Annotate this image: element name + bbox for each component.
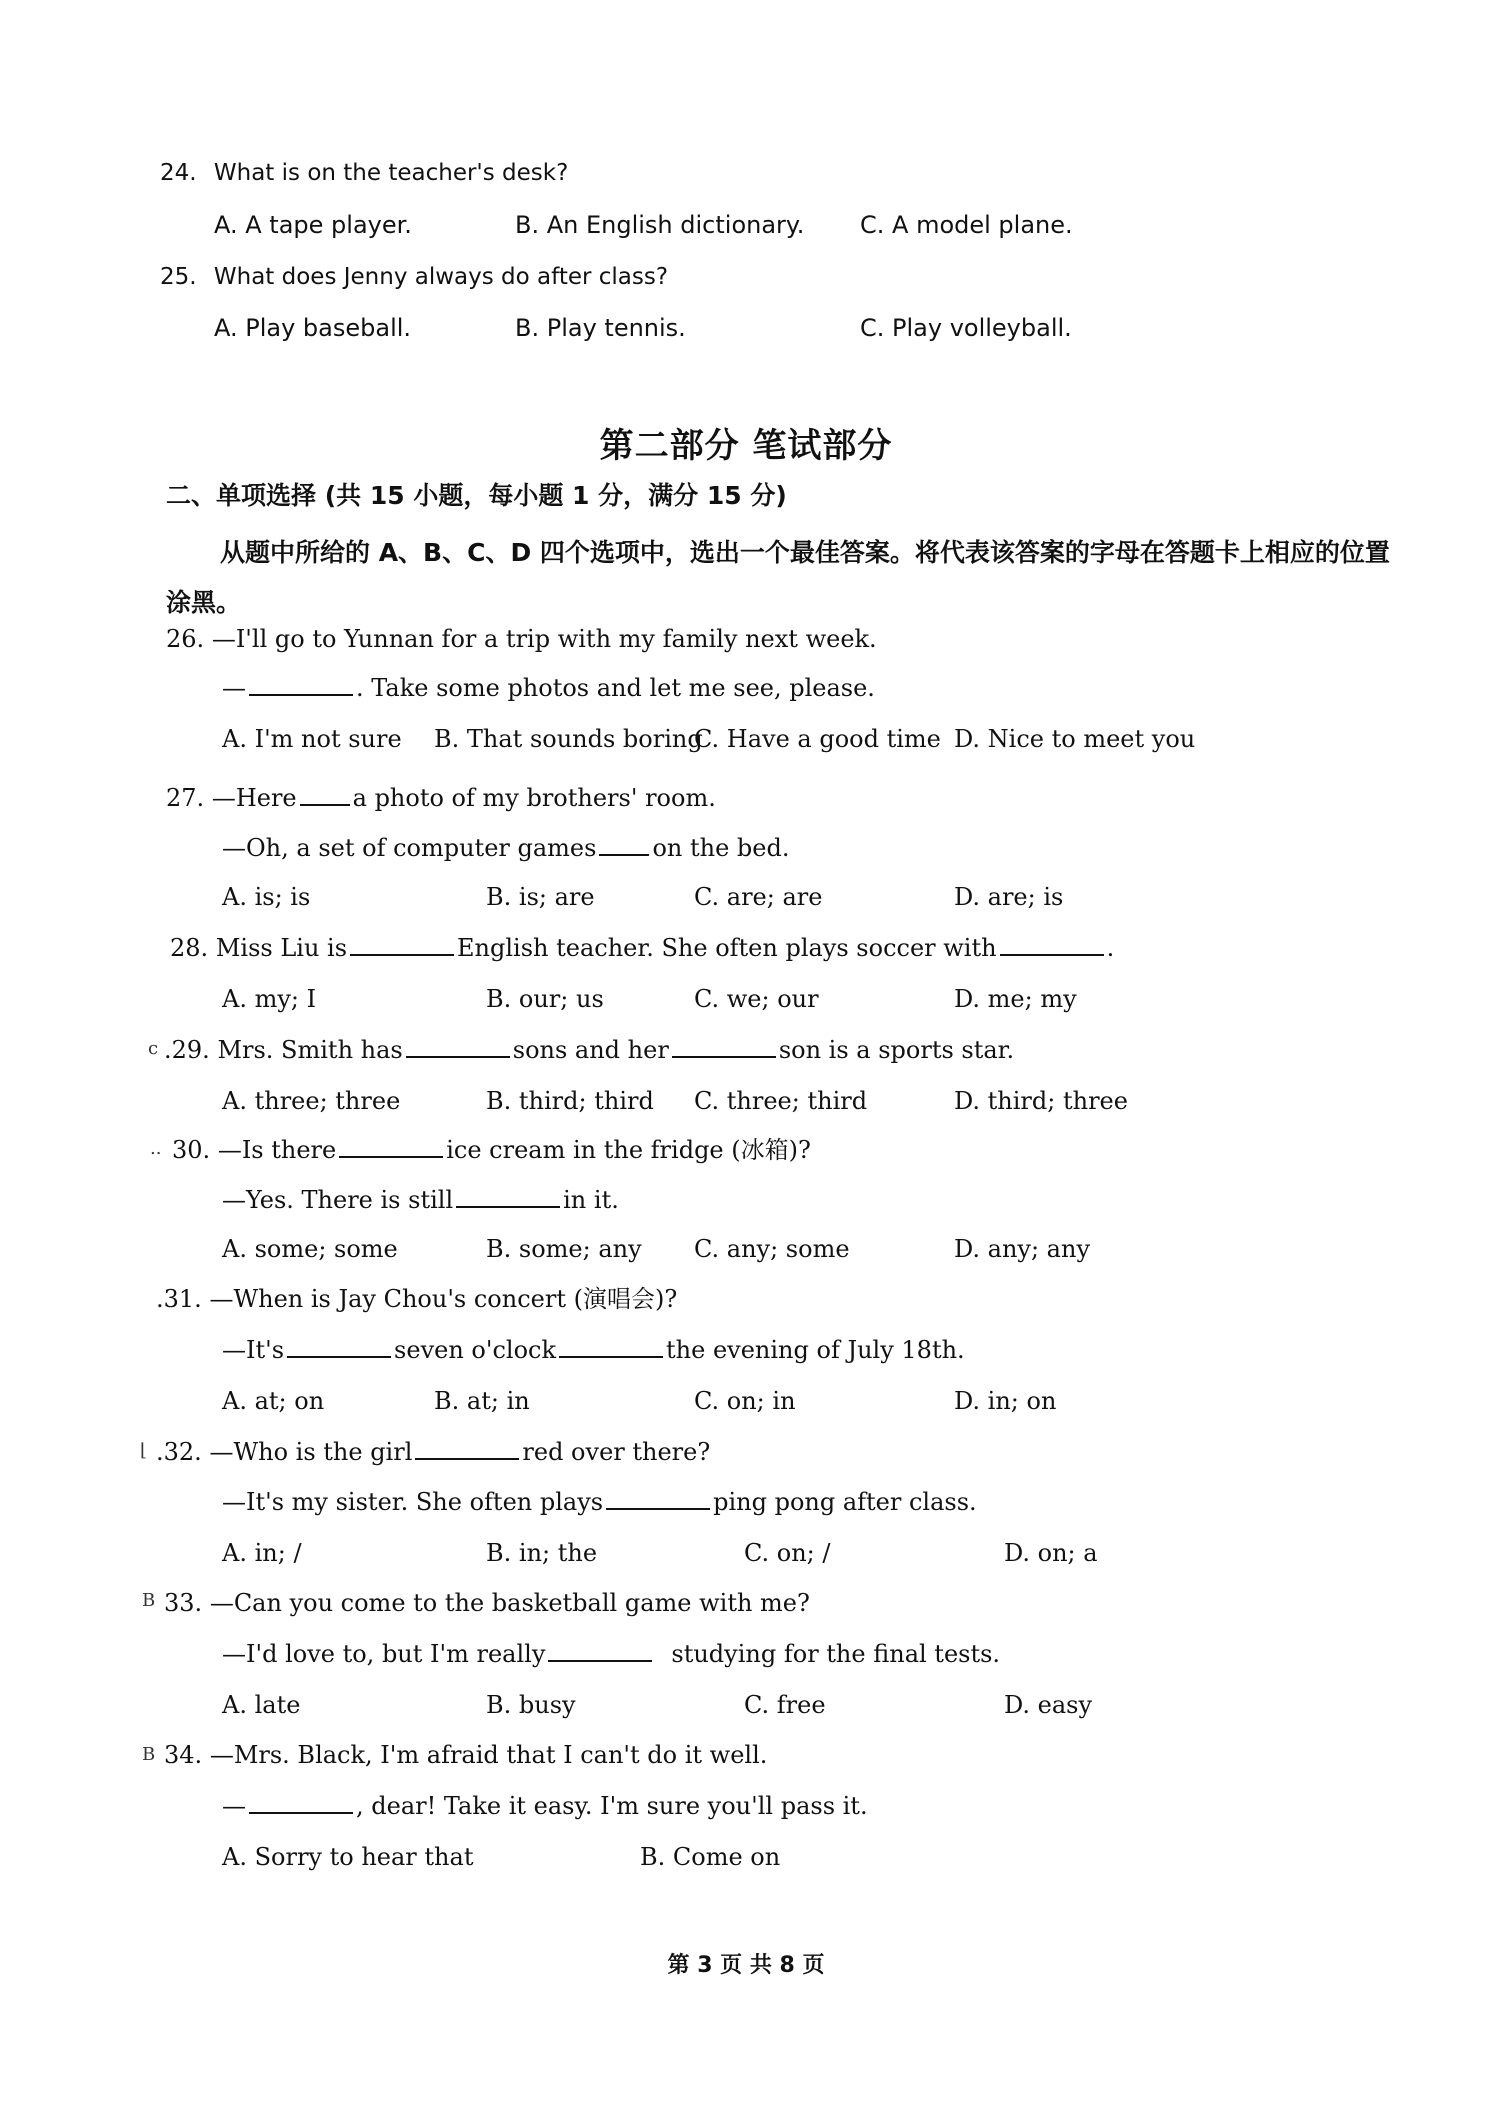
q26-option-a: A. I'm not sure	[222, 725, 402, 753]
q30-blank-2	[456, 1184, 560, 1208]
q33-margin-mark: B	[142, 1590, 156, 1611]
q32-blank-2	[606, 1486, 710, 1510]
q26-stem	[166, 624, 877, 654]
q27-option-a: A. is; is	[222, 883, 311, 911]
q33-option-c: C. free	[744, 1691, 826, 1719]
q31-option-c: C. on; in	[694, 1387, 796, 1415]
q30-margin-mark: ..	[150, 1138, 162, 1159]
q33-option-a: A. late	[222, 1691, 301, 1719]
q26-option-b: B. That sounds boring	[434, 725, 703, 753]
q32-option-d: D. on; a	[1004, 1539, 1098, 1567]
q31-option-d: D. in; on	[954, 1387, 1057, 1415]
q26-line2: — . Take some photos and let me see, please.	[222, 674, 875, 702]
q24-stem	[160, 158, 568, 188]
q31-option-b: B. at; in	[434, 1387, 530, 1415]
section-heading: 二、单项选择 (共 15 小题，每小题 1 分，满分 15 分)	[166, 481, 787, 510]
q29-margin-mark: c	[148, 1038, 159, 1059]
q29-number: .29.	[164, 1036, 210, 1064]
q32-option-a: A. in; /	[222, 1539, 302, 1567]
q29-option-d: D. third; three	[954, 1087, 1128, 1115]
q32-option-b: B. in; the	[486, 1539, 598, 1567]
q31-blank-1	[287, 1334, 391, 1358]
q25-text: What does Jenny always do after class?	[213, 264, 669, 290]
q30-line2: —Yes. There is still in it.	[222, 1186, 619, 1214]
q25-option-c: C. Play volleyball.	[860, 314, 1072, 342]
q28-option-a: A. my; I	[222, 985, 317, 1013]
section-instructions: 从题中所给的 A、B、C、D 四个选项中，选出一个最佳答案。将代表该答案的字母在答题卡上相应的位置涂黑。	[166, 538, 1390, 617]
q33-option-b: B. busy	[486, 1691, 576, 1719]
q32-option-c: C. on; /	[744, 1539, 831, 1567]
q28-option-d: D. me; my	[954, 985, 1077, 1013]
q34-blank	[249, 1790, 353, 1814]
q26-option-d: D. Nice to meet you	[954, 725, 1196, 753]
q34-option-b: B. Come on	[640, 1843, 781, 1871]
q26-blank	[249, 672, 353, 696]
q31-number: .31.	[156, 1285, 202, 1313]
q30-number: 30.	[172, 1136, 211, 1164]
q28-blank-1	[350, 932, 454, 956]
q34-option-a: A. Sorry to hear that	[222, 1843, 474, 1871]
q30-option-b: B. some; any	[486, 1235, 642, 1263]
q28-option-c: C. we; our	[694, 985, 819, 1013]
q27-number: 27.	[166, 784, 205, 812]
q25-option-a: A. Play baseball.	[214, 314, 412, 342]
q31-blank-2	[559, 1334, 663, 1358]
q28-blank-2	[1000, 932, 1104, 956]
part-title: 第二部分 笔试部分	[599, 426, 893, 466]
q26-option-c: C. Have a good time	[694, 725, 941, 753]
q24-option-c: C. A model plane.	[860, 211, 1073, 239]
q32-stem: .32. —Who is the girl red over there?	[156, 1438, 711, 1466]
q28-stem: 28. Miss Liu is English teacher. She often plays soccer with .	[170, 934, 1115, 962]
q32-blank-1	[415, 1436, 519, 1460]
q29-option-b: B. third; third	[486, 1087, 654, 1115]
q33-option-d: D. easy	[1004, 1691, 1093, 1719]
q24-number: 24.	[160, 160, 197, 186]
q32-margin-mark: ⌊	[140, 1440, 148, 1461]
q33-blank	[548, 1638, 652, 1662]
q25-number: 25.	[160, 264, 197, 290]
q30-stem: 30. —Is there ice cream in the fridge (冰箱)?	[172, 1136, 811, 1164]
q34-stem: 34. —Mrs. Black, I'm afraid that I can't do it well.	[164, 1741, 768, 1769]
q27-option-d: D. are; is	[954, 883, 1064, 911]
q34-margin-mark: B	[142, 1744, 156, 1765]
q29-option-a: A. three; three	[222, 1087, 401, 1115]
q26-number: 26.	[166, 625, 205, 653]
q30-option-d: D. any; any	[954, 1235, 1091, 1263]
page-number-footer: 第 3 页 共 8 页	[667, 1953, 825, 1978]
q33-number: 33.	[164, 1589, 203, 1617]
q30-option-a: A. some; some	[222, 1235, 398, 1263]
q31-stem: .31. —When is Jay Chou's concert (演唱会)?	[156, 1285, 678, 1313]
q33-line2: —I'd love to, but I'm really studying for the final tests.	[222, 1640, 1001, 1668]
q26-line1: —I'll go to Yunnan for a trip with my family next week.	[211, 625, 877, 653]
q31-line2: —It's seven o'clock the evening of July 18th.	[222, 1336, 965, 1364]
q30-option-c: C. any; some	[694, 1235, 850, 1263]
q28-number: 28.	[170, 934, 209, 962]
q24-text: What is on the teacher's desk?	[213, 160, 569, 186]
q31-option-a: A. at; on	[222, 1387, 325, 1415]
q25-stem	[160, 262, 668, 292]
q33-stem: 33. —Can you come to the basketball game with me?	[164, 1589, 810, 1617]
q24-option-b: B. An English dictionary.	[515, 211, 805, 239]
q27-blank-1	[300, 782, 350, 806]
q29-blank-1	[406, 1034, 510, 1058]
q32-line2: —It's my sister. She often plays ping pong after class.	[222, 1488, 977, 1516]
q30-blank-1	[339, 1134, 443, 1158]
q29-blank-2	[672, 1034, 776, 1058]
q29-stem: .29. Mrs. Smith has sons and her son is a sports star.	[164, 1036, 1015, 1064]
q27-option-c: C. are; are	[694, 883, 823, 911]
q32-number: .32.	[156, 1438, 202, 1466]
q27-line2: —Oh, a set of computer games on the bed.	[222, 834, 790, 862]
q25-option-b: B. Play tennis.	[515, 314, 686, 342]
q29-option-c: C. three; third	[694, 1087, 868, 1115]
q27-option-b: B. is; are	[486, 883, 595, 911]
q24-option-a: A. A tape player.	[214, 211, 412, 239]
q27-stem: 27. —Here a photo of my brothers' room.	[166, 784, 716, 812]
q28-option-b: B. our; us	[486, 985, 604, 1013]
q34-line2: — , dear! Take it easy. I'm sure you'll pass it.	[222, 1792, 868, 1820]
q27-blank-2	[599, 832, 649, 856]
q34-number: 34.	[164, 1741, 203, 1769]
